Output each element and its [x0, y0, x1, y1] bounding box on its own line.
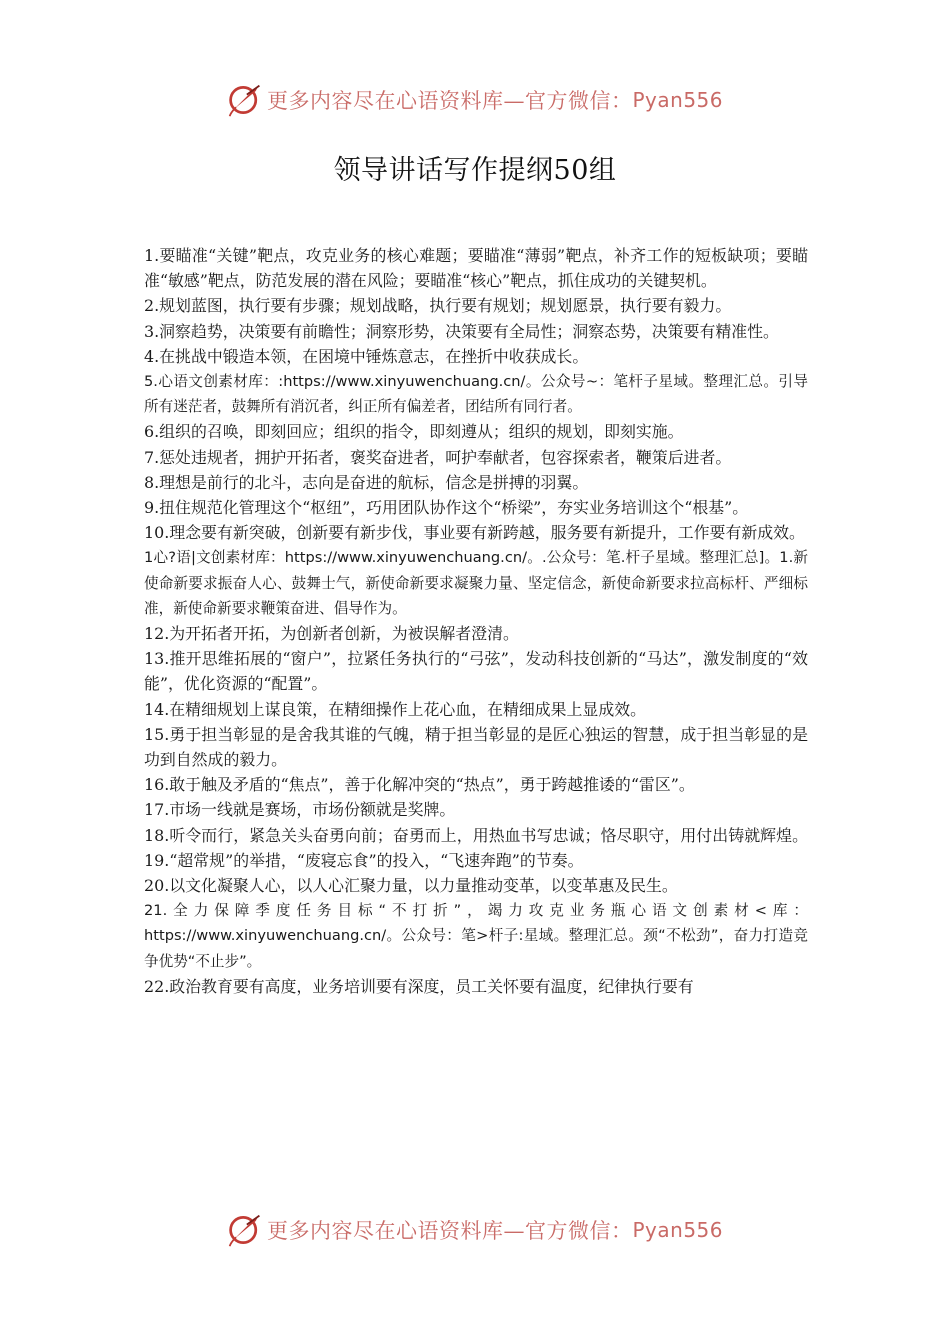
header-watermark [0, 82, 950, 118]
paragraph: 20.以文化凝聚人心，以人心汇聚力量，以力量推动变革，以变革惠及民生。 [144, 876, 678, 896]
document-body [144, 243, 808, 999]
brand-text: 更多内容尽在心语资料库—官方微信： [266, 89, 633, 113]
paragraph: 5.心语文创素材库：:https://www.xinyuwenchuang.cn/。公众号~：笔杆子星域。整理汇总。引导所有迷茫者，鼓舞所有消沉者，纠正所有偏差者，团结所有同行者。 [144, 373, 808, 416]
paragraph: 14.在精细规划上谋良策，在精细操作上花心血，在精细成果上显成效。 [144, 699, 646, 719]
paragraph: 7.惩处违规者，拥护开拓者，褒奖奋进者，呵护奉献者，包容探索者，鞭策后进者。 [144, 447, 732, 467]
paragraph: 10.理念要有新突破，创新要有新步伐，事业要有新跨越，服务要有新提升，工作要有新成效。 [144, 523, 805, 543]
paragraph: 22.政治教育要有高度，业务培训要有深度，员工关怀要有温度，纪律执行要有 [144, 976, 694, 996]
paragraph: 8.理想是前行的北斗，志向是奋进的航标，信念是拼搏的羽翼。 [144, 472, 589, 492]
paragraph: 1心?语|文创素材库：https://www.xinyuwenchuang.cn/。.公众号：笔.杆子星域。整理汇总]。1.新使命新要求振奋人心、鼓舞士气，新使命新要求凝聚力量、坚定信念，新使命新要求拉高标杆、严细标准，新使命新要求鞭策奋进、倡导作为。 [144, 549, 808, 617]
brand-handle: Pyan556 [632, 88, 723, 112]
paragraph: 16.敢于触及矛盾的“焦点”，善于化解冲突的“热点”，勇于跨越推诿的“雷区”。 [144, 775, 695, 795]
paragraph: 6.组织的召唤，即刻回应；组织的指令，即刻遵从；组织的规划，即刻实施。 [144, 422, 684, 442]
quill-logo-icon [227, 1212, 263, 1248]
paragraph: 4.在挑战中锻造本领，在困境中锤炼意志，在挫折中收获成长。 [144, 346, 589, 366]
quill-logo-icon [227, 82, 263, 118]
footer-watermark [0, 1212, 950, 1248]
paragraph: 15.勇于担当彰显的是舍我其谁的气魄，精于担当彰显的是匠心独运的智慧，成于担当彰显的是功到自然成的毅力。 [144, 724, 808, 770]
paragraph: 9.扭住规范化管理这个“枢纽”，巧用团队协作这个“桥梁”，夯实业务培训这个“根基”。 [144, 498, 749, 518]
paragraph: 17.市场一线就是赛场，市场份额就是奖牌。 [144, 800, 456, 820]
paragraph: 21.全力保障季度任务目标“不打折”，竭力攻克业务瓶心语文创素材<库：https://www.xinyuwenchuang.cn/。公众号：笔>杆子:星域。整理汇总。颈“不松劲”，奋力打造竞争优势“不止步”。 [144, 902, 808, 970]
paragraph: 1.要瞄准“关键”靶点，攻克业务的核心难题；要瞄准“薄弱”靶点，补齐工作的短板缺项；要瞄准“敏感”靶点，防范发展的潜在风险；要瞄准“核心”靶点，抓住成功的关键契机。 [144, 246, 808, 291]
paragraph: 2.规划蓝图，执行要有步骤；规划战略，执行要有规划；规划愿景，执行要有毅力。 [144, 296, 732, 316]
brand-text: 更多内容尽在心语资料库—官方微信： [266, 1219, 633, 1243]
brand-handle: Pyan556 [632, 1218, 723, 1242]
paragraph: 12.为开拓者开拓，为创新者创新，为被误解者澄清。 [144, 624, 519, 644]
paragraph: 3.洞察趋势，决策要有前瞻性；洞察形势，决策要有全局性；洞察态势，决策要有精准性。 [144, 321, 779, 341]
paragraph: 13.推开思维拓展的“窗户”，拉紧任务执行的“弓弦”，发动科技创新的“马达”，激发制度的“效能”，优化资源的“配置”。 [144, 649, 808, 694]
document-title: 领导讲话写作提纲50组 [333, 155, 617, 186]
paragraph: 18.听令而行，紧急关头奋勇向前；奋勇而上，用热血书写忠诚；恪尽职守，用付出铸就辉煌。19.“超常规”的举措，“废寝忘食”的投入，“飞速奔跑”的节奏。 [144, 825, 808, 870]
